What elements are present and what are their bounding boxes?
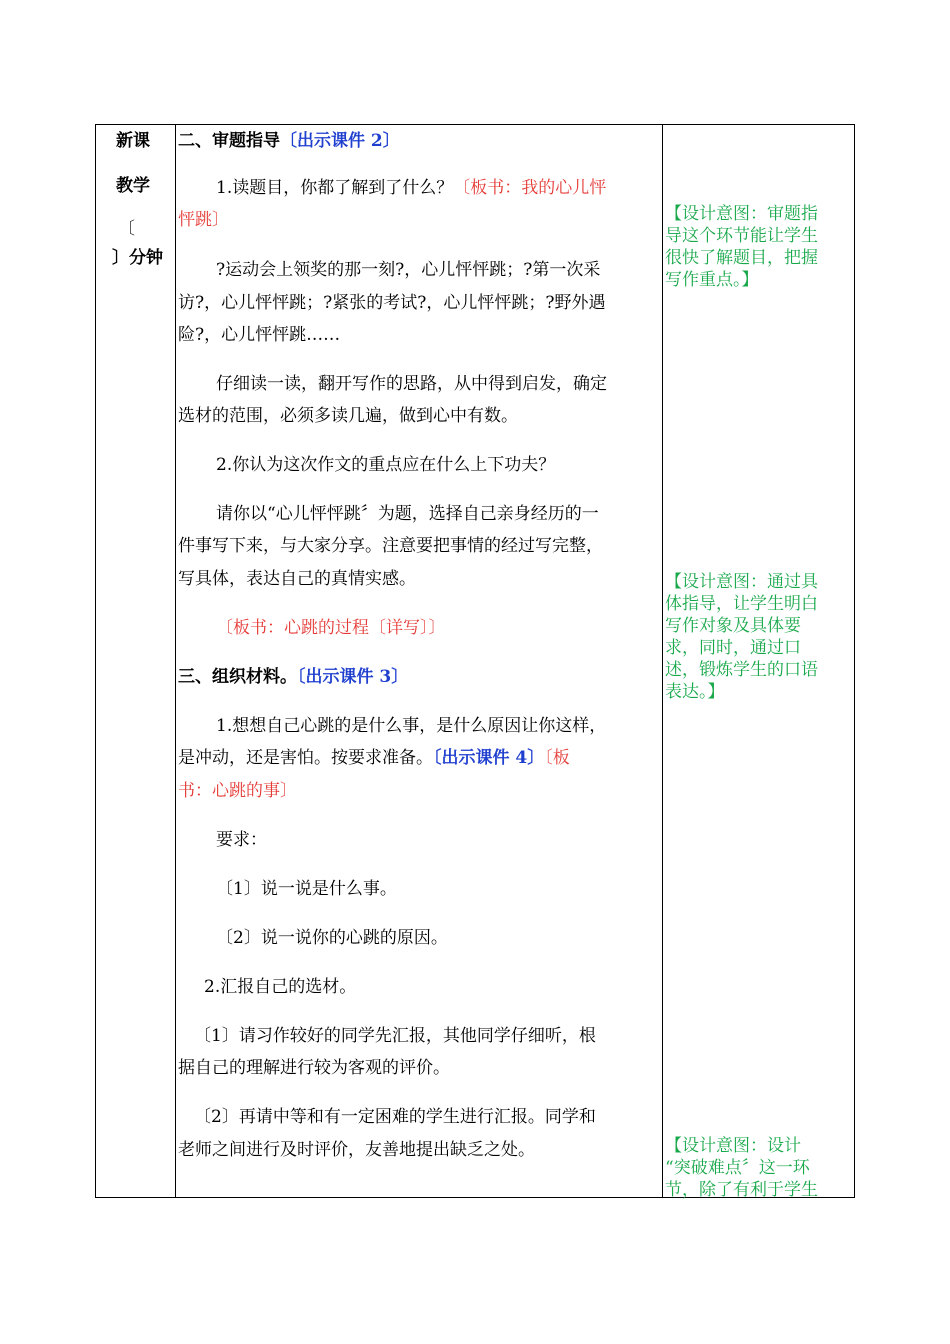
note-line: 很快了解题目，把握 xyxy=(665,248,818,268)
note-line: 表达。】 xyxy=(665,682,725,702)
note-line: 述，锻炼学生的口语 xyxy=(665,660,818,680)
notes-column xyxy=(665,125,853,1200)
note-line: 体指导，让学生明白 xyxy=(665,594,818,614)
courseware-tag: 〔出示课件 3〕 xyxy=(297,667,409,687)
paragraph-line: 〔2〕说一说你的心跳的原因。 xyxy=(216,928,448,948)
paragraph-line xyxy=(178,742,570,774)
note-line: 【设计意图：设计 xyxy=(665,1136,801,1156)
paragraph-line: 写具体，表达自己的真情实感。 xyxy=(178,569,416,589)
paragraph-line: 访?，心儿怦怦跳；?紧张的考试?，心儿怦怦跳；?野外遇 xyxy=(178,293,606,313)
stage-label-line: 新课 xyxy=(116,131,150,151)
note-line: 写作对象及具体要 xyxy=(665,616,801,636)
board-note: 〔板书：我的心儿怦 xyxy=(453,178,607,198)
paragraph-line: 〔1〕请习作较好的同学先汇报，其他同学仔细听，根 xyxy=(194,1026,596,1046)
paragraph-line: 请你以“心儿怦怦跳〞为题，选择自己亲身经历的一 xyxy=(216,504,599,524)
note-line: 节，除了有利于学生 xyxy=(665,1180,818,1200)
courseware-tag: 〔出示课件 4〕 xyxy=(433,748,545,768)
paragraph-line: 件事写下来，与大家分享。注意要把事情的经过写完整， xyxy=(178,536,603,556)
text: 1.读题目，你都了解到了什么？ xyxy=(216,178,454,198)
paragraph-line: 仔细读一读，翻开写作的思路，从中得到启发，确定 xyxy=(216,374,607,394)
note-line: “突破难点〞这一环 xyxy=(665,1158,810,1178)
paragraph-line: 2.你认为这次作文的重点应在什么上下功夫？ xyxy=(216,455,556,475)
paragraph-line: 要求： xyxy=(216,830,267,850)
note-line: 写作重点。】 xyxy=(665,270,759,290)
paragraph-line: 险?，心儿怦怦跳…… xyxy=(178,325,341,345)
text: 是冲动，还是害怕。按要求准备。 xyxy=(178,748,433,768)
board-note: 怦跳〕 xyxy=(178,210,229,230)
stage-column xyxy=(96,125,176,1197)
content-column xyxy=(178,125,663,1197)
stage-label-line: 教学 xyxy=(116,176,150,196)
board-note: 书：心跳的事〕 xyxy=(178,781,297,801)
paragraph-line: 老师之间进行及时评价，友善地提出缺乏之处。 xyxy=(178,1140,535,1160)
section-title: 二、审题指导 xyxy=(178,131,280,151)
section-heading xyxy=(178,661,408,693)
note-line: 求，同时，通过口 xyxy=(665,638,801,658)
stage-label-line: 〕分钟 xyxy=(112,248,163,268)
paragraph-line: ?运动会上领奖的那一刻?，心儿怦怦跳；?第一次采 xyxy=(216,260,601,280)
paragraph-line: 选材的范围，必须多读几遍，做到心中有数。 xyxy=(178,406,518,426)
note-line: 【设计意图：通过具 xyxy=(665,572,818,592)
paragraph-line: 2.汇报自己的选材。 xyxy=(204,977,357,997)
note-line: 【设计意图：审题指 xyxy=(665,204,818,224)
paragraph-line: 据自己的理解进行较为客观的评价。 xyxy=(178,1058,450,1078)
board-note: 〔板书：心跳的过程〔详写〕〕 xyxy=(216,618,446,638)
board-note: 〔板 xyxy=(544,748,570,768)
section-heading xyxy=(178,125,400,157)
section-title: 三、组织材料。 xyxy=(178,667,297,687)
courseware-tag: 〔出示课件 2〕 xyxy=(280,131,400,151)
paragraph-line: 〔1〕说一说是什么事。 xyxy=(216,879,397,899)
lesson-plan-table xyxy=(95,124,855,1198)
paragraph-line: 1.想想自己心跳的是什么事，是什么原因让你这样， xyxy=(216,716,607,736)
stage-label-line: 〔 xyxy=(118,219,135,239)
paragraph-line xyxy=(216,172,606,204)
paragraph-line: 〔2〕再请中等和有一定困难的学生进行汇报。同学和 xyxy=(194,1107,596,1127)
note-line: 导这个环节能让学生 xyxy=(665,226,818,246)
